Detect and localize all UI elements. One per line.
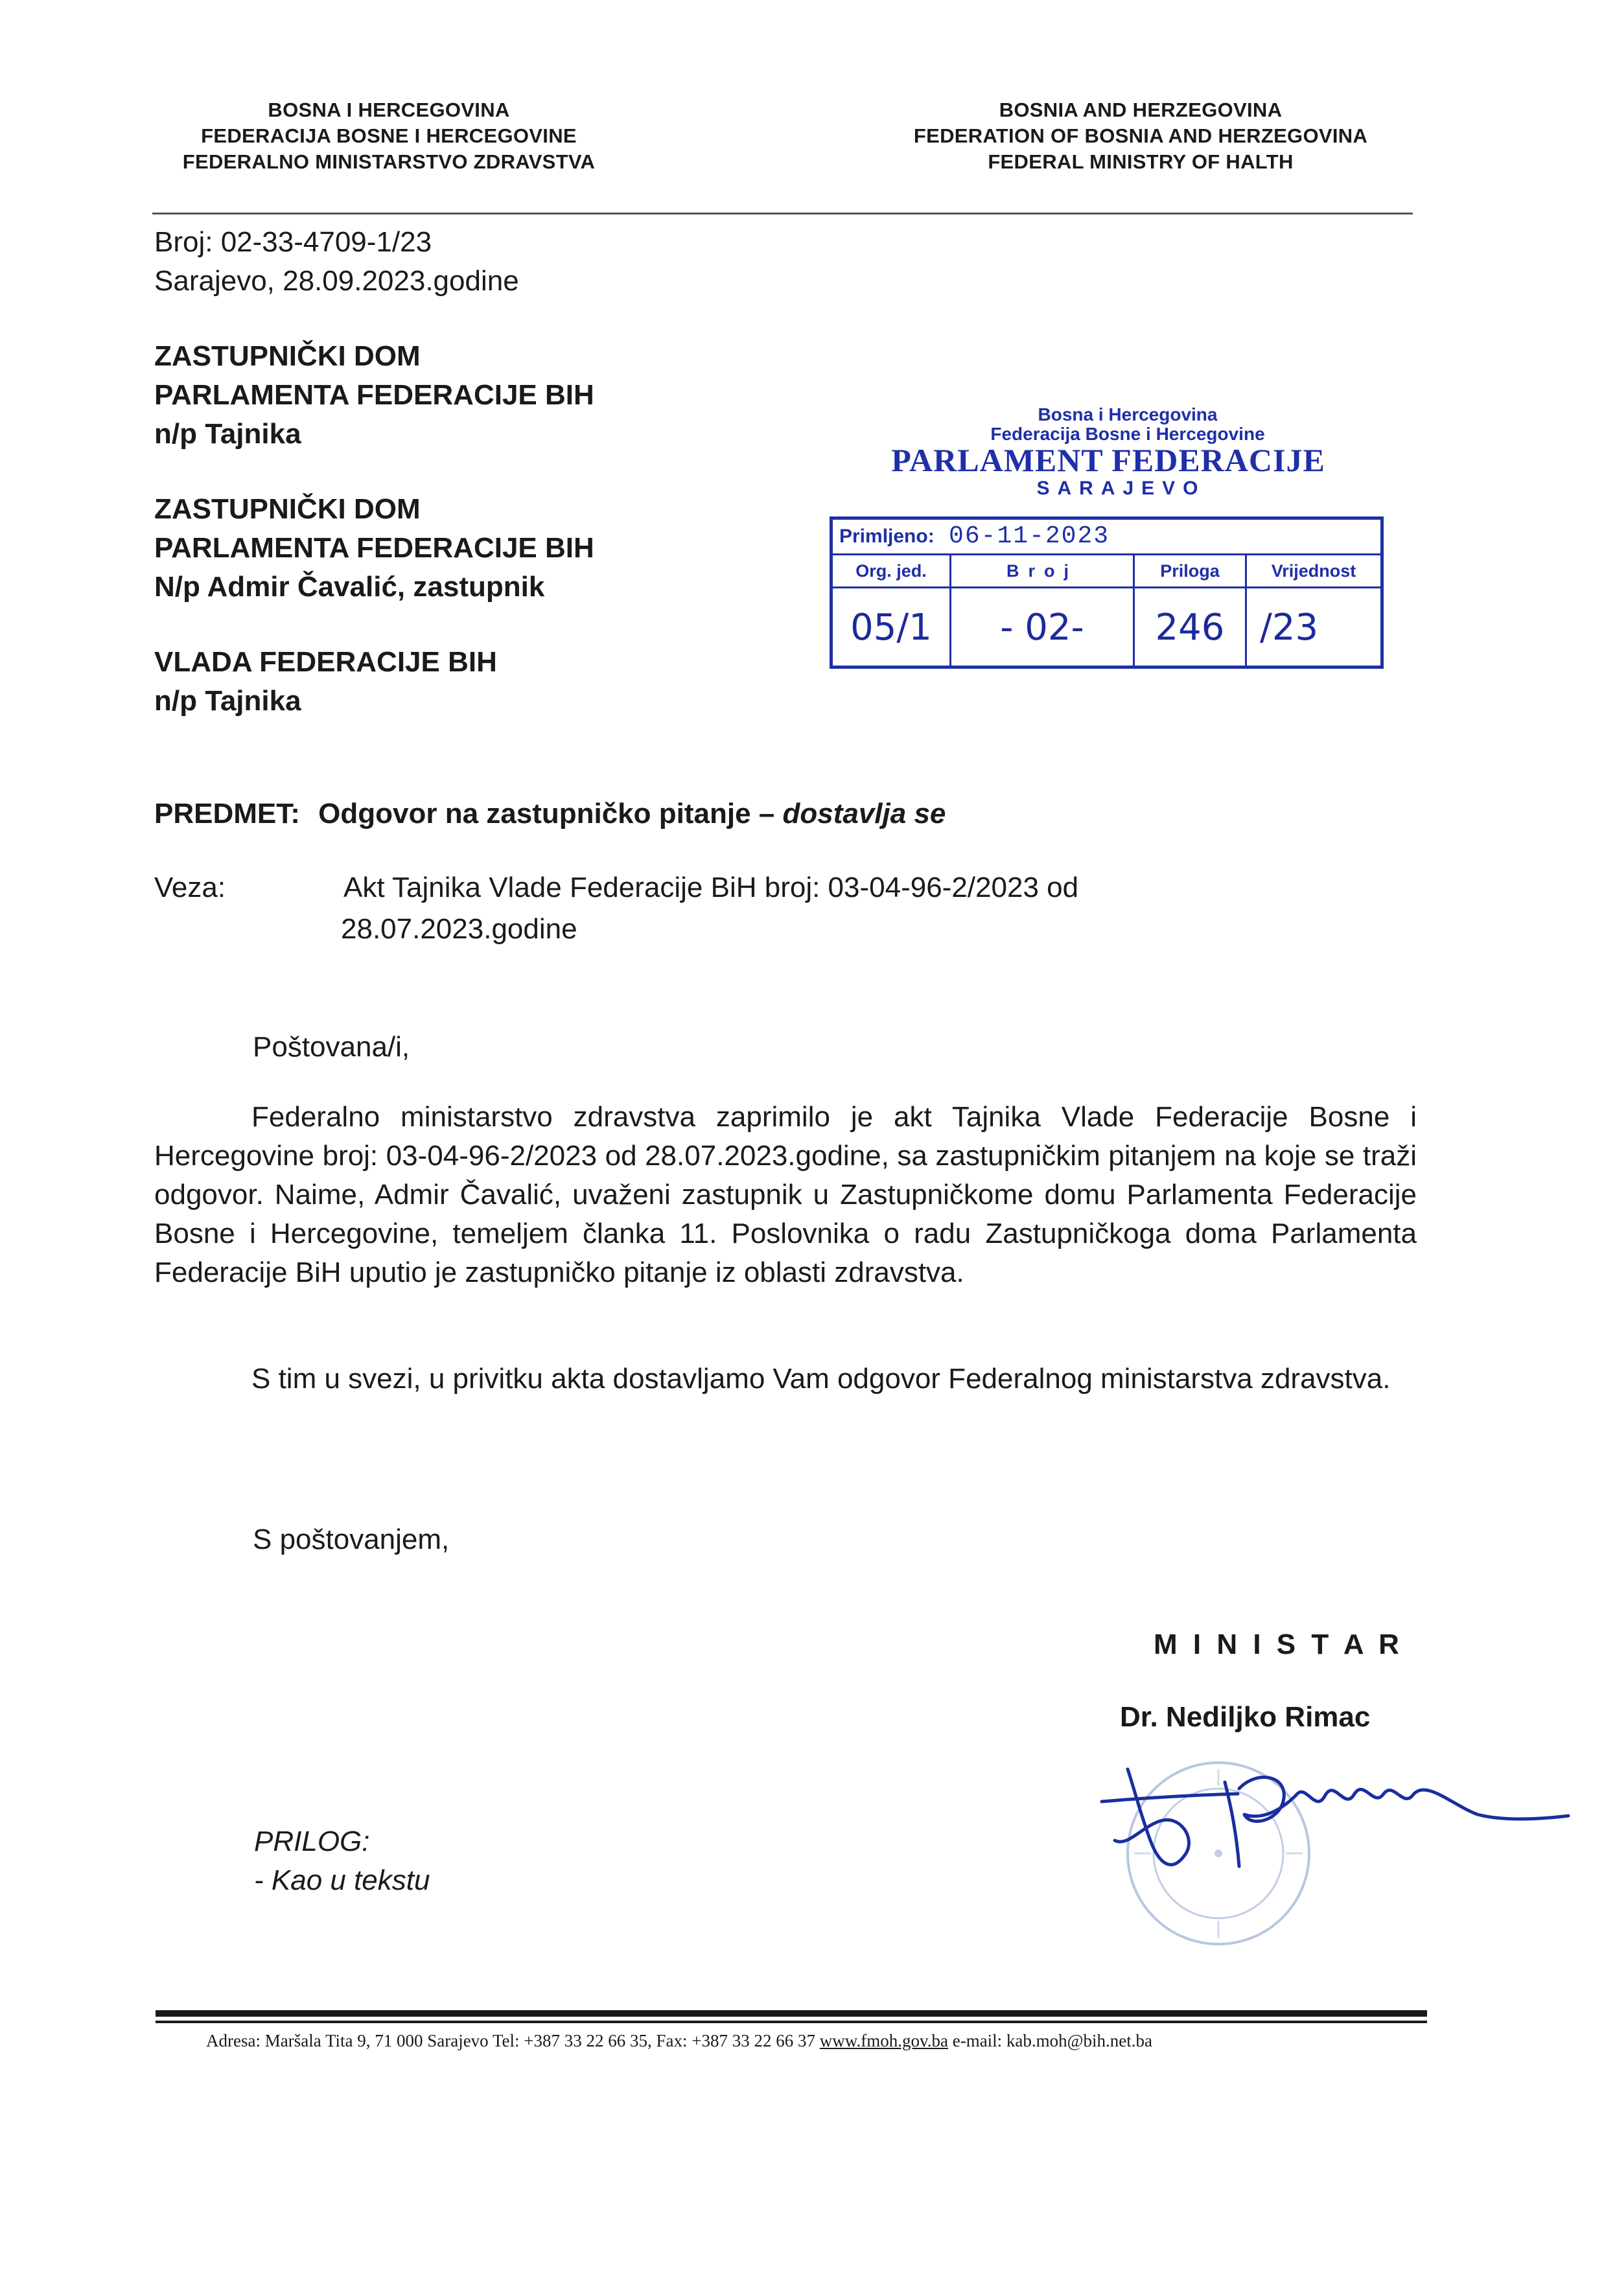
stamp-received-row (833, 520, 1380, 555)
header-left-line: FEDERACIJA BOSNE I HERCEGOVINE (201, 124, 577, 147)
recipient-2 (154, 490, 594, 607)
stamp-line: Bosna i Hercegovina (1038, 404, 1218, 424)
recipient-3 (154, 643, 497, 721)
recipient-line: n/p Tajnika (154, 418, 301, 450)
signatory-title: M I N I S T A R (1154, 1629, 1403, 1660)
recipient-line: PARLAMENTA FEDERACIJE BIH (154, 379, 594, 411)
handwritten-signature (1089, 1743, 1581, 1886)
paragraph-2 (154, 1360, 1417, 1398)
stamp-val-priloga: 246 (1135, 588, 1247, 667)
signatory-name: Dr. Nediljko Rimac (1120, 1701, 1371, 1733)
footer-contact (206, 2031, 1152, 2051)
paragraph-1-text: Federalno ministarstvo zdravstva zaprimilo je akt Tajnika Vlade Federacije Bosne i Hercegovine broj: 03-04-96-2/2023 od 28.07.2023.godine, sa zastupničkim pitanjem na koje se traži odgovor. Naime, Admir Čavalić, uvaženi zastupnik u Zastupničkome domu Parlamenta Federacije Bosne i Hercegovine, temeljem članka 11. Poslovnika o radu Zastupničkoga doma Parlamenta Federacije BiH uputio je zastupničko pitanje iz oblasti zdravstva. (154, 1101, 1417, 1288)
stamp-val-broj: - 02- (951, 588, 1135, 667)
header-left-line: BOSNA I HERCEGOVINA (268, 99, 510, 121)
stamp-values (833, 588, 1380, 667)
footer-email: e-mail: kab.moh@bih.net.ba (947, 2031, 1153, 2050)
stamp-register (830, 516, 1384, 669)
stamp-col-broj: Broj (951, 555, 1135, 586)
recipient-line: PARLAMENTA FEDERACIJE BIH (154, 532, 594, 564)
parliament-stamp (823, 404, 1393, 649)
recipient-line: VLADA FEDERACIJE BIH (154, 646, 497, 678)
recipient-line: ZASTUPNIČKI DOM (154, 493, 421, 525)
veza-line-1: Akt Tajnika Vlade Federacije BiH broj: 03-04-96-2/2023 od (343, 872, 1079, 903)
header-right-line: BOSNIA AND HERZEGOVINA (999, 99, 1283, 121)
subject-text: Odgovor na zastupničko pitanje – (318, 798, 783, 829)
footer-website-link[interactable]: www.fmoh.gov.ba (819, 2031, 948, 2050)
footer-rule-thick (156, 2010, 1427, 2017)
header-divider (152, 213, 1413, 215)
veza-line-2: 28.07.2023.godine (341, 913, 577, 945)
stamp-city: SARAJEVO (1036, 478, 1206, 499)
header-left-line: FEDERALNO MINISTARSTVO ZDRAVSTVA (182, 150, 596, 173)
footer-rule-thin (156, 2021, 1427, 2023)
subject-label: PREDMET: (154, 798, 300, 829)
recipient-line: n/p Tajnika (154, 685, 301, 717)
reference-date: Sarajevo, 28.09.2023.godine (154, 265, 519, 297)
closing: S poštovanjem, (253, 1524, 450, 1555)
stamp-col-org: Org. jed. (833, 555, 951, 586)
subject-line (154, 794, 946, 833)
greeting: Poštovana/i, (253, 1031, 410, 1063)
header-left (130, 97, 648, 175)
stamp-received-label: Primljeno: (839, 526, 935, 547)
stamp-val-org: 05/1 (833, 588, 951, 667)
stamp-val-vrijednost: /23 (1260, 607, 1319, 649)
paragraph-2-text: S tim u svezi, u privitku akta dostavljamo Vam odgovor Federalnog ministarstva zdravstva. (251, 1363, 1391, 1395)
attachment-item: - Kao u tekstu (254, 1864, 430, 1896)
stamp-col-priloga: Priloga (1135, 555, 1247, 586)
subject-emphasis: dostavlja se (782, 798, 946, 829)
recipient-1 (154, 337, 594, 454)
recipient-line: N/p Admir Čavalić, zastupnik (154, 571, 545, 603)
footer-address: Adresa: Maršala Tita 9, 71 000 Sarajevo Tel: +387 33 22 66 35, Fax: +387 33 22 66 37 (206, 2031, 820, 2050)
paragraph-1 (154, 1098, 1417, 1292)
stamp-col-vrijednost: Vrijednost (1271, 561, 1356, 581)
attachment-label: PRILOG: (254, 1826, 370, 1857)
stamp-title: PARLAMENT FEDERACIJE (891, 442, 1325, 478)
recipient-line: ZASTUPNIČKI DOM (154, 340, 421, 372)
stamp-line: Federacija Bosne i Hercegovine (990, 424, 1265, 444)
header-right-line: FEDERAL MINISTRY OF HALTH (988, 150, 1294, 173)
veza-label: Veza: (154, 872, 226, 903)
header-right-line: FEDERATION OF BOSNIA AND HERZEGOVINA (913, 124, 1368, 147)
stamp-columns (833, 555, 1380, 588)
header-right (855, 97, 1426, 175)
stamp-received-date: 06-11-2023 (949, 522, 1110, 550)
reference-number: Broj: 02-33-4709-1/23 (154, 226, 432, 258)
